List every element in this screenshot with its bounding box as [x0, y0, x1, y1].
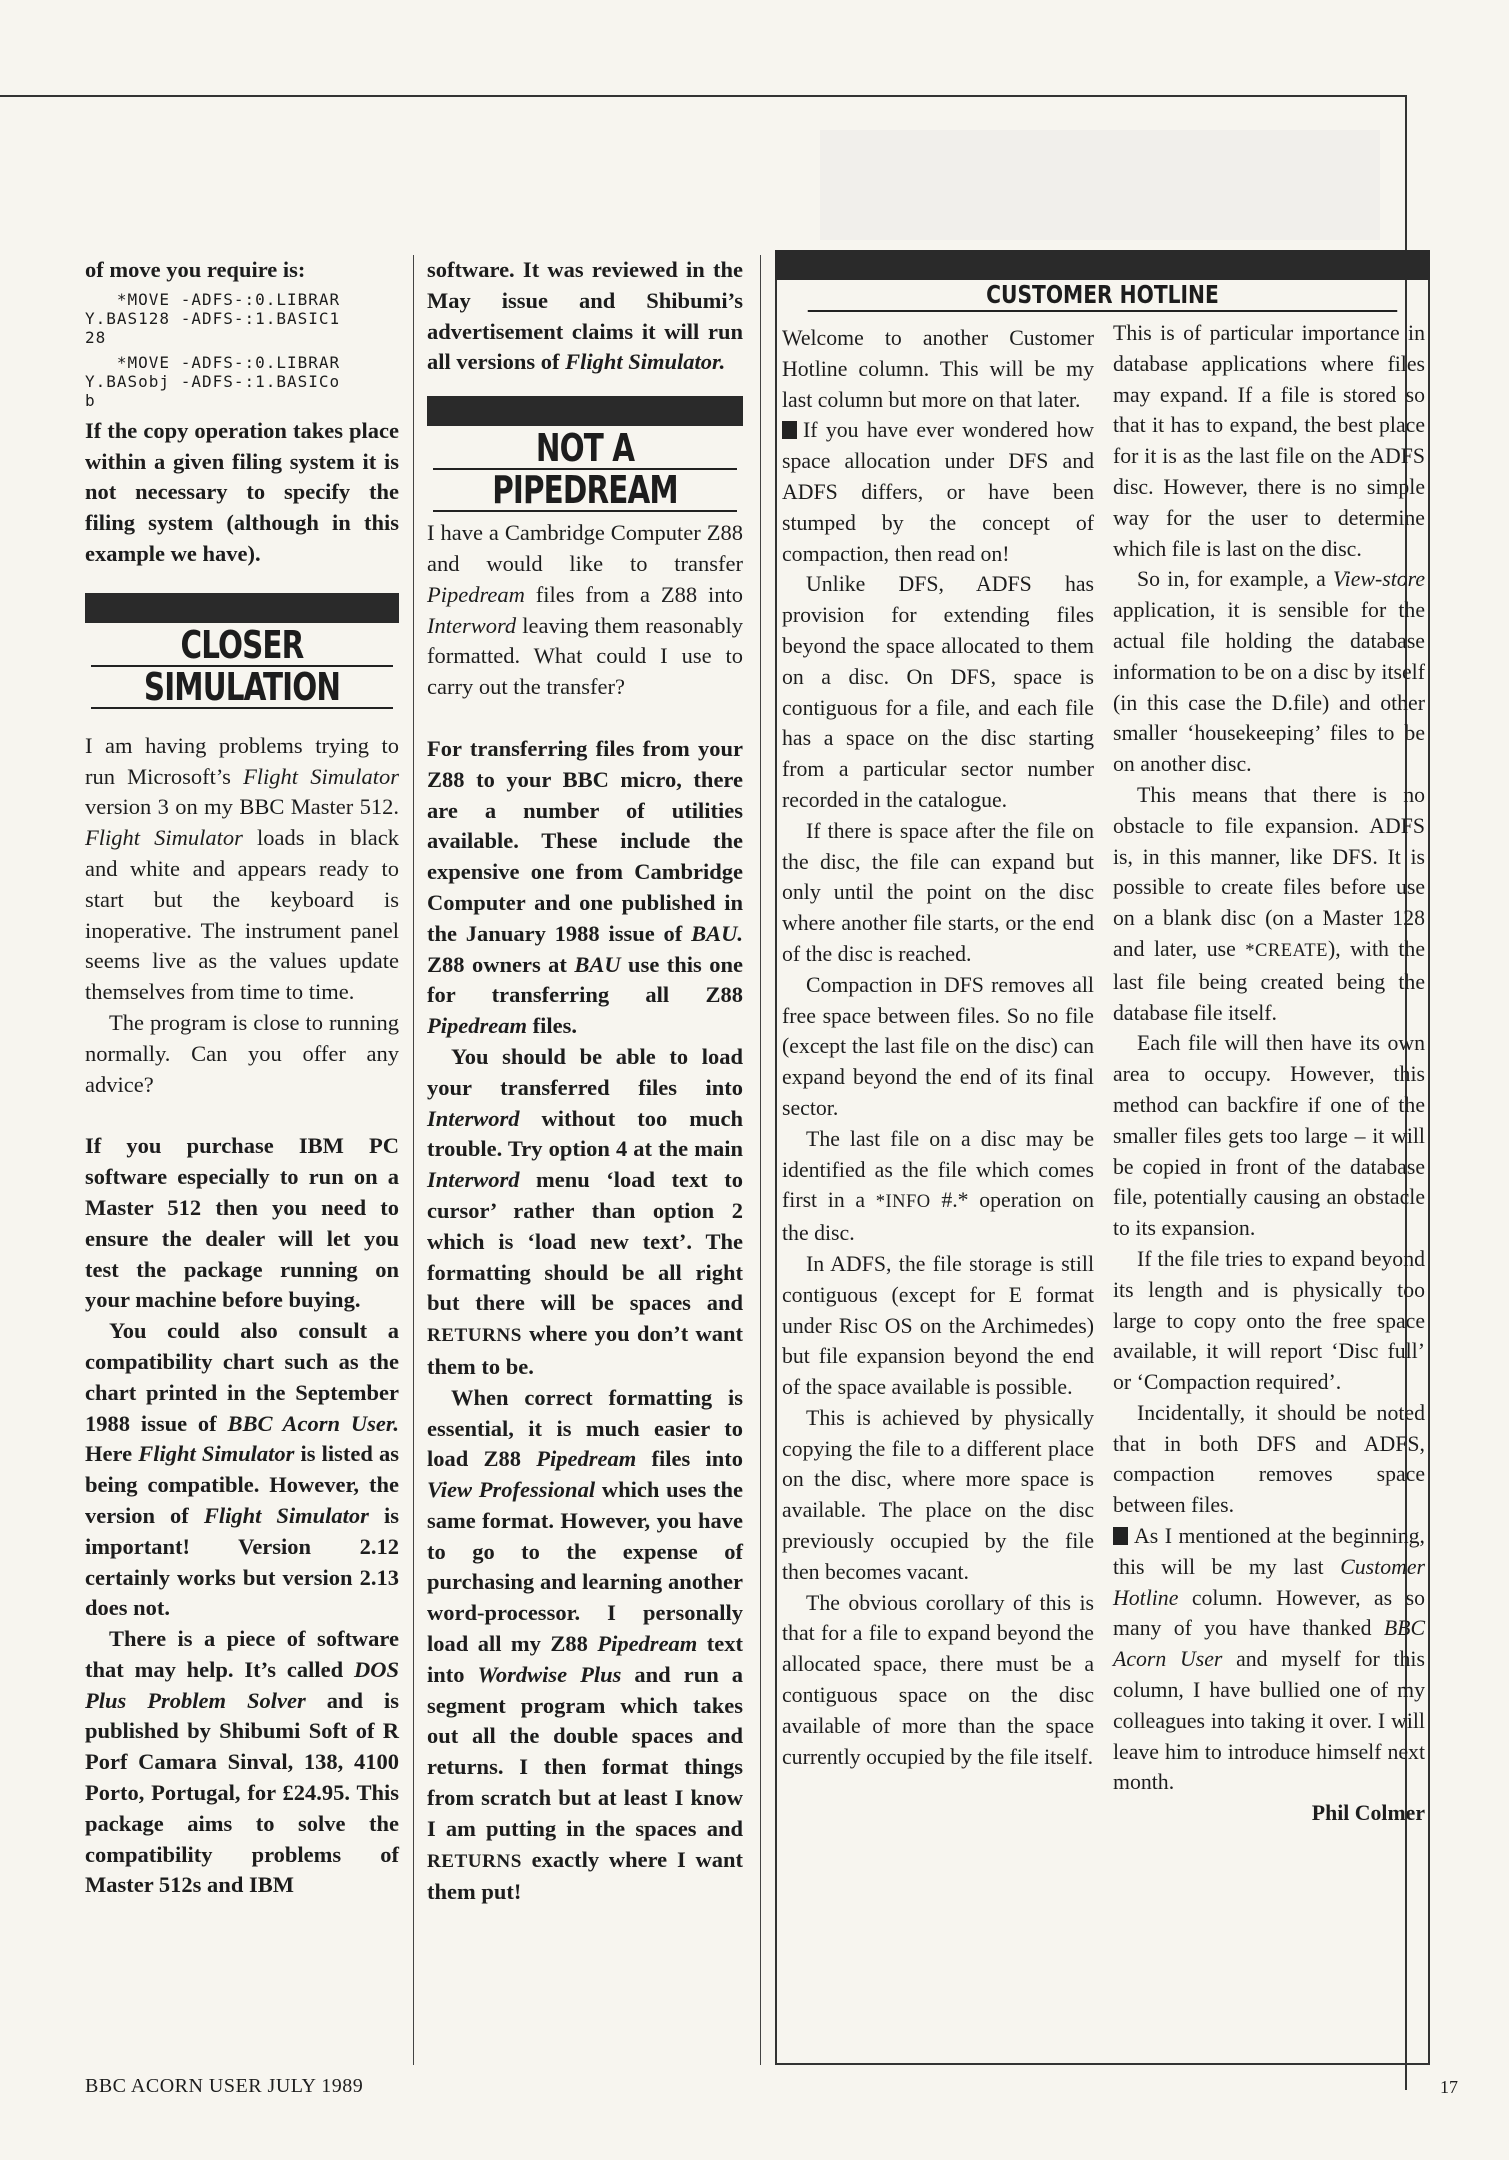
letter-paragraph: I am having problems trying to run Microsoft’s Flight Simulator version 3 on my BBC Master 512. Flight Simulator loads in black and white and appears ready to start but the keyboard is inoperative. The instrument panel seems live as the values update themselves from time to time. — [85, 732, 399, 1005]
hotline-paragraph: This is of particular importance in database applications where files may expand. If a file is stored so that it has to expand, the best place for it is as the last file on the ADFS disc. However, there is no simple way for the user to determine which file is last on the disc. — [1113, 321, 1425, 561]
col1-intro: of move you require is: — [85, 257, 306, 282]
hotline-paragraph: The obvious corollary of this is that for a file to expand beyond the allocated space, there must be a contiguous space on the disc available of more than the space currently occupied by the file itself. — [782, 1590, 1094, 1769]
headline-pipedream: PIPEDREAM — [492, 468, 678, 513]
bullet-square-icon — [782, 421, 797, 439]
hotline-paragraph: So in, for example, a View-store application, it is sensible for the actual file holding the database information to be on a disc by itself (in this case the D.file) and other smaller ‘housekeeping’ files to be on another disc. — [1113, 567, 1425, 777]
hotline-column-left — [782, 323, 1094, 1772]
footer-magazine: BBC ACORN USER JULY 1989 — [85, 2075, 364, 2097]
hotline-paragraph: This means that there is no obstacle to file expansion. ADFS is, in this manner, like DFS. It is possible to create files before use on a blank disc (on a Master 128 and later, use *CREATE), with the last file being created being the database file itself. — [1113, 782, 1425, 1025]
bleed-through-shadow — [820, 130, 1380, 240]
column-2 — [427, 255, 743, 1908]
letter-paragraph: The program is close to running normally. Can you offer any advice? — [85, 1009, 399, 1097]
hotline-column-right — [1113, 318, 1425, 1829]
hotline-paragraph: As I mentioned at the beginning, this will be my last Customer Hotline column. However, as so many of you have thanked BBC Acorn User and myself for this column, I have bullied one of my colleagues into taking it over. I will leave him to introduce himself next month. — [1113, 1524, 1425, 1795]
col2-continuation: software. It was reviewed in the May issue and Shibumi’s advertisement claims it will run all versions of Flight Simulator. — [427, 257, 743, 375]
hotline-paragraph: In ADFS, the file storage is still contiguous (except for E format under Risc OS on the Archimedes) but file expansion beyond the end of the space available is possible. — [782, 1251, 1094, 1400]
code-move-1: *MOVE -ADFS-:0.LIBRAR Y.BAS128 -ADFS-:1.BASIC1 28 — [85, 289, 341, 347]
hotline-paragraph: The last file on a disc may be identified as the file which comes first in a *INFO #.* operation on the disc. — [782, 1126, 1094, 1246]
hotline-paragraph: If you have ever wondered how space allocation under DFS and ADFS differs, or have been stumped by the concept of compaction, then read on! — [782, 418, 1094, 566]
author-signature: Phil Colmer — [1311, 1801, 1425, 1826]
bullet-square-icon — [1113, 1527, 1128, 1545]
hotline-paragraph: Unlike DFS, ADFS has provision for extending files beyond the space allocated to them on a disc. On DFS, space is contiguous for a file, and each file has a space on the disc starting from a particular sector number recorded in the catalogue. — [782, 572, 1094, 812]
hotline-paragraph: This is achieved by physically copying the file to a different place on the disc, where more space is available. The place on the disc previously occupied by the file then becomes vacant. — [782, 1405, 1094, 1584]
col1-answer-end: If the copy operation takes place within a given filing system it is not necessary to specify the filing system (although in this example we have). — [85, 417, 399, 566]
hotline-bar — [775, 250, 1430, 280]
answer-paragraph: When correct formatting is essential, it is much easier to load Z88 Pipedream files into View Professional which uses the same format. However, you have to go to the expense of purchasing and learning another word-processor. I personally load all my Z88 Pipedream text into Wordwise Plus and run a segment program which takes out all the double spaces and returns. I then format things from scratch but at least I know I am putting in the spaces and RETURNS exactly where I want them put! — [427, 1384, 743, 1905]
answer-paragraph: For transferring files from your Z88 to your BBC micro, there are a number of utilities available. These include the expensive one from Cambridge Computer and one published in the January 1988 issue of BAU. Z88 owners at BAU use this one for transferring all Z88 Pipedream files. — [427, 735, 743, 1039]
headline-bar — [427, 396, 743, 426]
code-move-2: *MOVE -ADFS-:0.LIBRAR Y.BASobj -ADFS-:1.BASICo b — [85, 352, 341, 410]
hotline-paragraph: If the file tries to expand beyond its length and is physically too large to copy onto the free space available, it will report ‘Disc full’ or ‘Compaction required’. — [1113, 1246, 1425, 1395]
answer-paragraph: If you purchase IBM PC software especially to run on a Master 512 then you need to ensure the dealer will let you test the package running on your machine before buying. — [85, 1133, 399, 1313]
hotline-paragraph: Incidentally, it should be noted that in both DFS and ADFS, compaction removes space between files. — [1113, 1400, 1425, 1518]
page-number: 17 — [1440, 2077, 1458, 2097]
headline-bar — [85, 593, 399, 623]
hotline-paragraph: If there is space after the file on the disc, the file can expand but only until the point on the disc where another file starts, or the end of the disc is reached. — [782, 818, 1094, 966]
column-divider — [413, 255, 414, 2065]
headline-not-a: NOT A — [535, 426, 635, 471]
headline-simulation: SIMULATION — [143, 664, 341, 709]
top-rule — [0, 95, 1405, 97]
customer-hotline-title: CUSTOMER HOTLINE — [808, 280, 1398, 312]
headline-closer: CLOSER — [180, 622, 304, 667]
column-divider — [760, 255, 761, 2065]
hotline-paragraph: Welcome to another Customer Hotline column. This will be my last column but more on that later. — [782, 326, 1094, 412]
column-1 — [85, 255, 399, 1901]
letter-paragraph: I have a Cambridge Computer Z88 and would like to transfer Pipedream files from a Z88 into Interword leaving them reasonably formatted. What could I use to carry out the transfer? — [427, 520, 743, 700]
hotline-paragraph: Each file will then have its own area to occupy. However, this method can backfire if one of the smaller files gets too large – it will be copied in front of the database file, potentially causing an obstacle to its expansion. — [1113, 1031, 1425, 1241]
answer-paragraph: You should be able to load your transferred files into Interword without too much trouble. Try option 4 at the main Interword menu ‘load text to cursor’ rather than option 2 which is ‘load new text’. The formatting should be all right but there will be spaces and RETURNS where you don’t want them to be. — [427, 1043, 743, 1379]
answer-paragraph: There is a piece of software that may help. It’s called DOS Plus Problem Solver and is published by Shibumi Soft of R Porf Camara Sinval, 138, 4100 Porto, Portugal, for £24.95. This package aims to solve the compatibility problems of Master 512s and IBM — [85, 1626, 399, 1898]
hotline-paragraph: Compaction in DFS removes all free space between files. So no file (except the last file on the disc) can expand beyond the end of its final sector. — [782, 972, 1094, 1120]
answer-paragraph: You could also consult a compatibility chart such as the chart printed in the September 1988 issue of BBC Acorn User. Here Flight Simulator is listed as being compatible. However, the version of Flight Simulator is important! Version 2.12 certainly works but version 2.13 does not. — [85, 1318, 400, 1621]
